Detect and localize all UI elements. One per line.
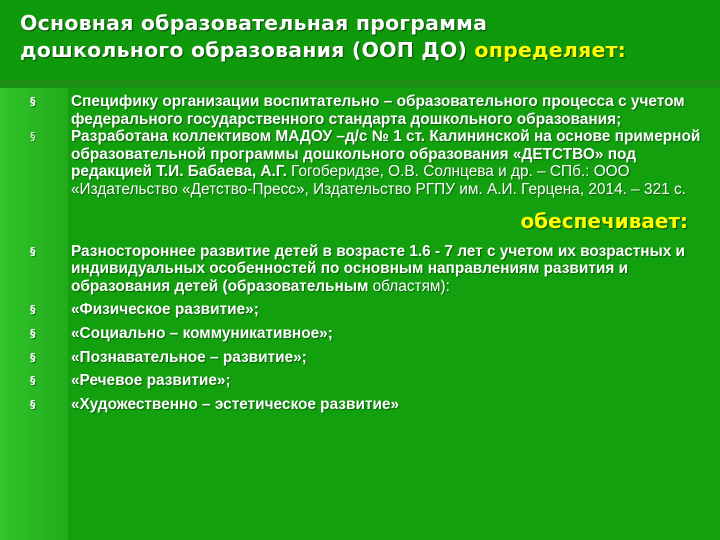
title-line-2-text: дошкольного образования (ООП ДО) (20, 38, 468, 62)
list-item-text: «Социально – коммуникативное»; (71, 324, 333, 342)
title-line-2 (20, 37, 710, 64)
list-item (18, 349, 708, 367)
list-item (18, 372, 708, 390)
title-line-1: Основная образовательная программа (20, 11, 488, 35)
bullet-icon: § (30, 303, 36, 317)
list-item-text: «Художественно – эстетическое развитие» (71, 395, 400, 413)
determines-list (18, 93, 708, 199)
provides-list (18, 243, 708, 414)
list-item-text: «Речевое развитие»; (71, 372, 231, 390)
slide-title (20, 10, 710, 64)
list-item (18, 301, 708, 319)
bullet-icon: § (30, 374, 36, 388)
bullet-icon: § (30, 95, 36, 108)
list-item-text: Разностороннее развитие детей в возрасте 1.6 - 7 лет с учетом их возрастных и индивидуальных особенностей по основным направлениям развития и образования детей (образовательным (71, 242, 686, 295)
list-item (18, 93, 708, 128)
bullet-icon: § (30, 244, 36, 258)
provides-heading: обеспечивает: (520, 208, 688, 233)
list-item (18, 243, 708, 296)
list-item (18, 396, 708, 414)
bullet-icon: § (30, 397, 36, 411)
header-divider (0, 80, 720, 87)
title-accent: определяет: (474, 38, 627, 62)
bullet-icon: § (30, 350, 36, 364)
list-item (18, 128, 708, 198)
list-item-text: «Познавательное – развитие»; (71, 348, 307, 366)
list-item (18, 325, 708, 343)
bullet-icon: § (30, 130, 36, 144)
list-item-text: «Физическое развитие»; (71, 301, 259, 319)
list-item-text-normal: областям): (368, 277, 450, 295)
bullet-icon: § (30, 326, 36, 340)
list-item-text-normal: Гогоберидзе, О.В. Солнцева и др. – СПб.: ООО «Издательство «Детство-Пресс», Издательство РГПУ им. А.И. Герцена, 2014. – 321 с. (71, 163, 686, 198)
list-item-text-bold: Разработана коллективом МАДОУ –д/с № 1 ст. Калининской на основе примерной образовательной программы дошкольного образования «ДЕТСТВО» под редакцией Т.И. Бабаева, А.Г. (71, 128, 701, 181)
slide-content (18, 93, 708, 419)
list-item-text: Специфику организации воспитательно – образовательного процесса с учетом федерального государственного стандарта дошкольного образования; (71, 93, 685, 128)
